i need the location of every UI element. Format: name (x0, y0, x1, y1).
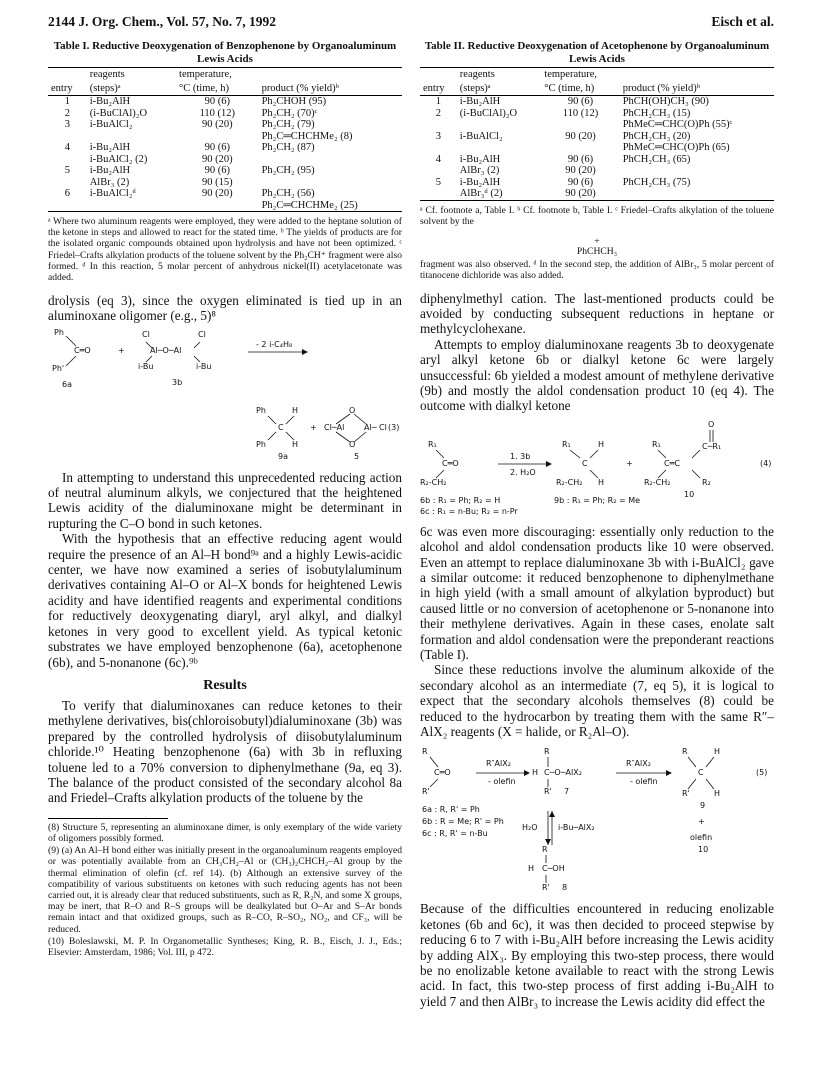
cell: 90 (6) (567, 176, 594, 188)
table2 (420, 67, 774, 201)
cell: 1 (435, 96, 442, 107)
table1 (48, 67, 402, 212)
t1-h1-1: reagents (89, 69, 125, 80)
eq4-label-10: 10 (684, 489, 695, 499)
eq3-co: C═O (74, 345, 91, 355)
cell: PhCH₂CH₃ (20) (622, 130, 691, 142)
cell: i-Bu₂AlH (459, 153, 501, 165)
cell: (i-BuClAl)₂O (459, 107, 518, 119)
cell: AlBr₃ (2) (459, 165, 500, 176)
eq5-legend-6b: 6b : R = Me; R' = Ph (422, 817, 504, 827)
table-row (420, 188, 774, 200)
eq5-co: C═O (434, 768, 451, 778)
eq4-a-cr1: C─R₁ (702, 441, 722, 451)
eq3-ph2: Ph' (52, 363, 65, 373)
equation-5 (420, 745, 774, 897)
cell: 90 (20) (201, 153, 233, 165)
eq3-o-bottom: O (349, 439, 356, 449)
cell: AlBr₃ (2) (89, 176, 130, 188)
cell: PhCH(OH)CH₃ (90) (622, 96, 709, 107)
eq3-label-6a: 6a (62, 379, 72, 389)
cell: 5 (64, 165, 70, 176)
table-row (48, 108, 402, 120)
cell: 90 (6) (567, 96, 594, 107)
eq4-plus: + (626, 458, 633, 468)
cell: 5 (435, 176, 442, 188)
left-paragraph-2: In attempting to understand this unprecedented reducing action of neutral aluminum alkyls, we conjectured that the heightened Lewis acidity of the dialuminoxane might be determinant in rupturing the C–O bond in such ketones. (48, 469, 402, 531)
cell (457, 142, 542, 154)
eq3-cl2: Cl (198, 329, 206, 339)
table-row (48, 119, 402, 131)
eq3-cl4: Al─ Cl (364, 422, 387, 432)
cell: 90 (15) (201, 176, 233, 188)
cell: Ph₂CH₂ (87) (261, 142, 315, 153)
authors: Eisch et al. (711, 14, 774, 29)
eq5-m-rprime: R' (544, 787, 552, 797)
eq4-p-c: C (582, 458, 588, 468)
eq3-ph3: Ph (256, 405, 266, 415)
eq4-p-h2: H (598, 477, 605, 487)
eq5-label-10: 10 (698, 845, 709, 855)
left-paragraph-1: drolysis (eq 3), since the oxygen eliminated is tied up in an aluminoxane oligomer (e.g., 5)⁸ (48, 292, 402, 324)
cell (420, 165, 457, 177)
right-paragraph-5: Because of the difficulties encountered in reducing enolizable ketones (6b and 6c), it was then decided to proceed stepwise by reducing 6 to 7 with i-Bu₂AlH before increasing the Lewis acidity by adding AlX₃. By employing this two-step process, there would be no enolizable ketone available to react with the strong Lewis acid. In fact, this two-step process of first adding i-Bu₂AlH to yield 7 and then AlBr₃ to increase the Lewis acidity did effect the (420, 901, 774, 1009)
t1-h2-1: (steps)ᵃ (87, 82, 176, 96)
cell: 4 (435, 153, 442, 165)
cell: 90 (20) (565, 165, 596, 176)
cell: 90 (6) (204, 142, 230, 153)
table-row (420, 131, 774, 143)
cell: Ph₂CH₂ (56) (261, 188, 315, 199)
eq4-p-r1: R₁ (562, 439, 571, 449)
eq3-plus1: + (118, 345, 125, 355)
eq4-a-r1: R₁ (652, 439, 661, 449)
table-row (420, 119, 774, 131)
cell: 1 (64, 96, 70, 107)
eq5-legend-6a: 6a : R, R' = Ph (422, 805, 480, 815)
eq4-a-r2ch2: R₂-CH₂ (644, 477, 671, 487)
t2-h1-3 (620, 68, 774, 82)
eq5-r: R (422, 747, 428, 757)
eq3-h2: H (292, 439, 299, 449)
cell (87, 131, 176, 143)
eq4-p-r2ch2: R₂-CH₂ (556, 477, 583, 487)
eq4-r2ch2: R₂-CH₂ (420, 477, 447, 487)
eq3-plus2: + (310, 422, 317, 432)
cell: i-Bu₂AlH (459, 176, 501, 188)
cell: i-Bu₂AlH (89, 96, 131, 107)
cell: Ph₂C═CHCHMe₂ (25) (261, 199, 358, 211)
eq5-b-r: R (542, 845, 548, 855)
eq3-label-9a: 9a (278, 451, 288, 461)
right-paragraph-4: Since these reductions involve the aluminum alkoxide of the secondary alcohol as an intermediate (7, eq 5), it is logical to expect that the secondary alcohols themselves (8) could be reduced to the hydrocarbon by treating them with the same R″–AlX₂ reagents (X = halide, or R₂Al–O). (420, 662, 774, 740)
left-paragraph-3: With the hypothesis that an effective reducing agent would require the presence of an Al–H bond⁹ᵃ and a highly Lewis-acidic center, we have now examined a series of isobutylaluminum derivatives containing Al–O or Al–X bonds for heightened Lewis acidity and have identified reagents and experimental conditions for reductively deoxygenating diaryl, aryl alkyl, and dialkyl ketones in very good to excellent yield. As typical ketonic substrates we have employed benzophenone (6a), acetophenone (6b), and 5-nonanone (6c).⁹ᵇ (48, 531, 402, 670)
eq3-label-3b: 3b (172, 377, 183, 387)
table-row (420, 165, 774, 177)
cell: i-Bu₂AlH (459, 96, 501, 107)
journal-citation: 2144 J. Org. Chem., Vol. 57, No. 7, 1992 (48, 14, 277, 29)
table-row (48, 142, 402, 154)
cell (48, 131, 87, 143)
eq4-number: (4) (760, 458, 772, 468)
eq5-b-c: C─OH (542, 864, 565, 874)
eq5-p-rprime: R' (682, 789, 690, 799)
left-column (48, 40, 402, 958)
cell: 4 (64, 142, 70, 153)
reference-8: (8) Structure 5, representing an aluminoxane dimer, is only exemplary of the wide variety of oligomers possibly formed. (48, 821, 402, 844)
eq4-a-cc: C═C (664, 458, 680, 468)
cell (620, 188, 774, 200)
eq5-reagent1: R″AlX₂ (486, 759, 511, 769)
cell: i-Bu₂AlH (89, 165, 131, 176)
eq5-olefin1: - olefin (488, 777, 516, 787)
eq5-m-c: C─O─AlX₂ (544, 768, 582, 778)
cell: PhCH₂CH₃ (65) (622, 153, 691, 165)
eq5-m-r: R (544, 747, 550, 757)
cell (620, 165, 774, 177)
cell: i-BuAlCl₂ (459, 130, 503, 142)
running-header (48, 14, 774, 36)
eq5-label-8: 8 (562, 883, 568, 893)
cell: i-BuAlCl₂ᵈ (89, 188, 136, 199)
right-paragraph-1: diphenylmethyl cation. The last-mentioned products could be avoided by conducting subsequent reductions in heptane or methylcyclohexane. (420, 290, 774, 337)
cell (176, 200, 259, 212)
eq3-h1: H (292, 405, 299, 415)
cell: 110 (12) (199, 107, 236, 119)
table-row (48, 131, 402, 143)
eq4-step1: 1. 3b (510, 451, 531, 461)
eq3-ibu1: i-Bu (138, 361, 154, 371)
cell: 90 (6) (567, 153, 594, 165)
cell (48, 200, 87, 212)
t1-h2-0: entry (48, 82, 87, 96)
eq5-p-h: H (714, 747, 721, 757)
cell: 3 (64, 119, 70, 130)
eq3-o-top: O (349, 405, 356, 415)
eq4-co: C═O (442, 458, 459, 468)
cell: Ph₂CH₂ (95) (261, 165, 315, 176)
cell: 6 (64, 188, 70, 199)
cell: PhMeC═CHC(O)Ph (65) (622, 142, 730, 153)
t2-h1-0 (420, 68, 457, 82)
table-row (420, 154, 774, 166)
cell: PhCH₂CH₃ (15) (622, 107, 691, 119)
table1-caption: Table I. Reductive Deoxygenation of Benzophenone by Organoaluminum Lewis Acids (53, 40, 397, 65)
table-row (420, 96, 774, 108)
cell (457, 119, 542, 131)
table-row (48, 188, 402, 200)
cell: 2 (435, 107, 442, 119)
eq3-ph1: Ph (54, 327, 64, 337)
eq5-water: H₂O (522, 823, 538, 833)
cell: Ph₂C═CHCHMe₂ (8) (261, 130, 353, 142)
eq3-c: C (278, 422, 284, 432)
eq5-b-h: H (528, 864, 535, 874)
t1-h1-3 (259, 68, 402, 82)
cell: i-BuAlCl₂ (2) (89, 153, 148, 165)
cell (87, 200, 176, 212)
cell: i-BuAlCl₂ (89, 119, 133, 130)
right-paragraph-2: Attempts to employ dialuminoxane reagents 3b to deoxygenate aryl alkyl ketone 6b or dialkyl ketone 6c were largely unsuccessful: 6b yielded a modest amount of methylene derivative (9b) and mostly the aldol condensation product 10 (eq 4). The outcome with dialkyl ketone (420, 336, 774, 414)
eq4-legend-6c: 6c : R₁ = n-Bu; R₂ = n-Pr (420, 506, 518, 516)
eq4-p-h1: H (598, 439, 605, 449)
cell: 90 (20) (565, 130, 596, 142)
eq4-a-r2: R₂ (702, 477, 711, 487)
equation-4 (420, 418, 774, 518)
cell: 90 (6) (204, 96, 230, 107)
eq4-legend-9b: 9b : R₁ = Ph; R₂ = Me (554, 495, 641, 505)
cell (259, 177, 402, 189)
table2-caption: Table II. Reductive Deoxygenation of Acetophenone by Organoaluminum Lewis Acids (424, 40, 770, 65)
cell (259, 154, 402, 166)
cell: i-Bu₂AlH (89, 142, 131, 153)
eq5-legend-6c: 6c : R, R' = n-Bu (422, 829, 488, 839)
t2-h2-0: entry (420, 82, 457, 96)
cell: PhCH₂CH₃ (75) (622, 176, 691, 188)
eq4-r1: R₁ (428, 439, 437, 449)
cell (420, 142, 457, 154)
t1-h1-2: temperature, (179, 69, 232, 80)
reference-10: (10) Boleslawski, M. P. In Organometallic Syntheses; King, R. B., Eisch, J. J., Eds.; Elsevier: Amsterdam, 1986; Vol. III, p 472. (48, 935, 402, 958)
eq4-legend-6b: 6b : R₁ = Ph; R₂ = H (420, 495, 501, 505)
cell: Ph₂CH₂ (79) (261, 119, 315, 130)
eq4-a-o: O (708, 419, 715, 429)
cell (541, 119, 619, 131)
table-row (420, 177, 774, 189)
cell: Ph₂CHOH (95) (261, 96, 327, 107)
t1-h1-0 (48, 68, 87, 82)
eq5-p-r: R (682, 747, 688, 757)
eq5-olefin-product: olefin (690, 833, 713, 843)
cell (541, 142, 619, 154)
table1-footnote: ᵃ Where two aluminum reagents were employed, they were added to the heptane solution of the ketone in steps and allowed to react for the stated time. ᵇ The yields of products are for the isolated organic compounds obtained upon hydrolysis and have not been optimized. ᶜ Friedel–Crafts alkylation products of the toluene solvent by the Ph₂CH⁺ fragment were also formed. ᵈ In this reaction, 5 molar percent of anhydrous nickel(II) acetylacetonate was added. (48, 216, 402, 284)
t1-h2-3: product (% yield)ᵇ (259, 82, 402, 96)
eq3-cl1: Cl (142, 329, 150, 339)
right-column (420, 40, 774, 1009)
t2-h2-1: (steps)ᵃ (457, 82, 542, 96)
t2-h1-2: temperature, (544, 69, 598, 80)
cell: AlBr₃ᵈ (2) (459, 188, 503, 199)
cell: 2 (64, 107, 70, 119)
table-row (48, 96, 402, 108)
cell: 90 (6) (204, 165, 230, 176)
cell: 3 (435, 130, 442, 142)
table-row (48, 165, 402, 177)
table-row (420, 108, 774, 120)
cell: PhMeC═CHC(O)Ph (55)ᶜ (622, 119, 733, 130)
cell: (i-BuClAl)₂O (89, 107, 148, 119)
eq5-olefin2: - olefin (630, 777, 658, 787)
eq5-m-h: H (532, 768, 539, 778)
t2-h1-1: reagents (459, 69, 495, 80)
eq5-reagent2: R″AlX₂ (626, 759, 651, 769)
cell: 90 (20) (201, 188, 233, 199)
fragment-plus: + (594, 235, 600, 247)
t1-h2-2: °C (time, h) (176, 82, 259, 96)
eq5-label-9: 9 (700, 801, 706, 811)
eq3-ph4: Ph (256, 439, 266, 449)
eq4-step2: 2. H₂O (510, 467, 536, 477)
cell: 110 (12) (562, 107, 599, 119)
eq3-number: (3) (388, 422, 400, 432)
table-row (48, 154, 402, 166)
eq5-b-rprime: R' (542, 883, 550, 893)
eq5-rprime: R' (422, 787, 430, 797)
eq5-p-c: C (698, 768, 704, 778)
eq3-ibu2: i-Bu (196, 361, 212, 371)
cell (420, 188, 457, 200)
eq5-p-h2: H (714, 789, 721, 799)
cell: 90 (20) (201, 119, 233, 130)
fragment-formula: PhCHCH₃ (576, 245, 618, 257)
t2-h2-2: °C (time, h) (541, 82, 619, 96)
eq5-label-7: 7 (564, 787, 570, 797)
eq3-label-5: 5 (354, 451, 360, 461)
reference-9: (9) (a) An Al–H bond either was initially present in the organoaluminum reagents employed or was potentially available from an CH₃CH₂–Al or (CH₃)₂CHCH₂–Al group by the thermal elimination of olefin (cf. ref 14). (b) Although an extensive survey of the compatibility of various substituents on ketones with such reducing agents has not been carried out, it is already clear that reduced substituents, such as R, R₂N, and some X groups, may be inert, that R–O and R–S groups will be dealkylated but O–Ar and S–Ar bonds remain intact and that oxidized groups, such as R–CO, R–SO₂, NO₂, and CF₃, will be reduced. (48, 845, 402, 935)
eq3-condition: - 2 i-C₄H₈ (256, 339, 293, 349)
results-heading: Results (203, 677, 247, 693)
cell (48, 177, 87, 189)
eq5-ibu-alx2: i-Bu─AlX₂ (558, 823, 595, 833)
table-row (420, 142, 774, 154)
t2-h2-3: product (% yield)ᵇ (620, 82, 774, 96)
table2-footnote-a: ᵃ Cf. footnote a, Table I. ᵇ Cf. footnote b, Table I. ᶜ Friedel–Crafts alkylation of the toluene solvent by the (420, 204, 774, 227)
table2-footnote-b: fragment was also observed. ᵈ In the second step, the addition of AlBr₃, 5 molar percent of titanocene dichloride was also added. (420, 258, 774, 281)
eq3-cl3: Cl─Al (324, 422, 345, 432)
cell: 90 (20) (565, 188, 596, 199)
table2-fragment (420, 237, 774, 257)
cell (420, 119, 457, 131)
cell: Ph₂CH₂ (70)ᶜ (261, 107, 318, 119)
right-paragraph-3: 6c was even more discouraging: essentially only reduction to the alcohol and aldol condensation products like 10 were observed. Even an attempt to replace dialuminoxane 3b with i-BuAlCl₂ gave a similar outcome: it reduced benzophenone to diphenylmethane in high yield (with a small amount of alkylation byproduct) but caused little or no conversion of acetophenone or 5-nonanone into their methylene derivatives. Again in these cases, enolate salt formation and aldol condensation were the preponderant reactions (Table I). (420, 523, 774, 662)
table-row (48, 177, 402, 189)
left-paragraph-4: To verify that dialuminoxanes can reduce ketones to their methylene derivatives, bis(chloroisobutyl)dialuminoxane (3b) was prepared by the controlled hydrolysis of diisobutylaluminum chloride.¹⁰ Heating benzophenone (6a) with 3b in refluxing toluene led to a 70% conversion to diphenylmethane (9a, eq 3). The balance of the product consisted of the secondary alcohol 8a and Friedel–Crafts alkylation products of the toluene by the (48, 697, 402, 806)
table-row (48, 200, 402, 212)
eq3-al: Al─O─Al (150, 345, 182, 355)
cell (48, 154, 87, 166)
eq5-number: (5) (756, 768, 768, 778)
cell (176, 131, 259, 143)
references (48, 818, 402, 958)
eq5-plus: + (698, 817, 705, 827)
equation-3 (48, 328, 402, 464)
